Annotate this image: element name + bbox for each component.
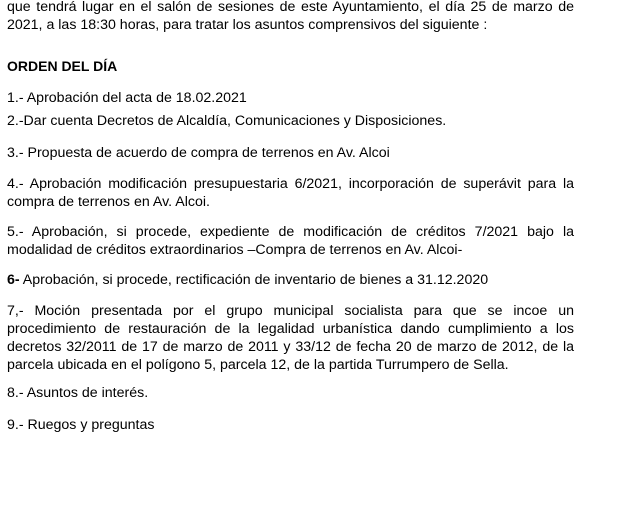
agenda-item-2: 2.-Dar cuenta Decretos de Alcaldía, Comunicaciones y Disposiciones. [7,113,447,129]
agenda-item-6 [7,271,574,289]
agenda-item-5: 5.- Aprobación, si procede, expediente de modificación de créditos 7/2021 bajo la modalidad de créditos extraordinarios –Compra de terrenos en Av. Alcoi- [7,224,574,258]
intro-paragraph [7,0,574,34]
agenda-item-7: 7,- Moción presentada por el grupo municipal socialista para que se incoe un procedimiento de restauración de la legalidad urbanística dando cumplimiento a los decretos 32/2011 de 17 de marzo de 2011 y 33/12 de fecha 20 de marzo de 2012, de la parcela ubicada en el polígono 5, parcela 12, de la partida Turrumpero de Sella. [7,303,574,373]
agenda-item-3: 3.- Propuesta de acuerdo de compra de terrenos en Av. Alcoi [7,145,390,161]
intro-line-2: 2021, a las 18:30 horas, para tratar los asuntos comprensivos del siguiente : [7,17,488,33]
agenda-item-9: 9.- Ruegos y preguntas [7,417,155,433]
agenda-item-8: 8.- Asuntos de interés. [7,385,149,401]
agenda-item-6-number: 6- [7,272,20,288]
agenda-item-4: 4.- Aprobación modificación presupuestaria 6/2021, incorporación de superávit para la compra de terrenos en Av. Alcoi. [7,176,574,210]
agenda-item-6-text: Aprobación, si procede, rectificación de inventario de bienes a 31.12.2020 [19,272,489,288]
agenda-item-1: 1.- Aprobación del acta de 18.02.2021 [7,90,247,106]
intro-line-1: que tendrá lugar en el salón de sesiones de este Ayuntamiento, el día 25 de marzo de [7,0,574,15]
agenda-heading: ORDEN DEL DÍA [7,58,118,74]
